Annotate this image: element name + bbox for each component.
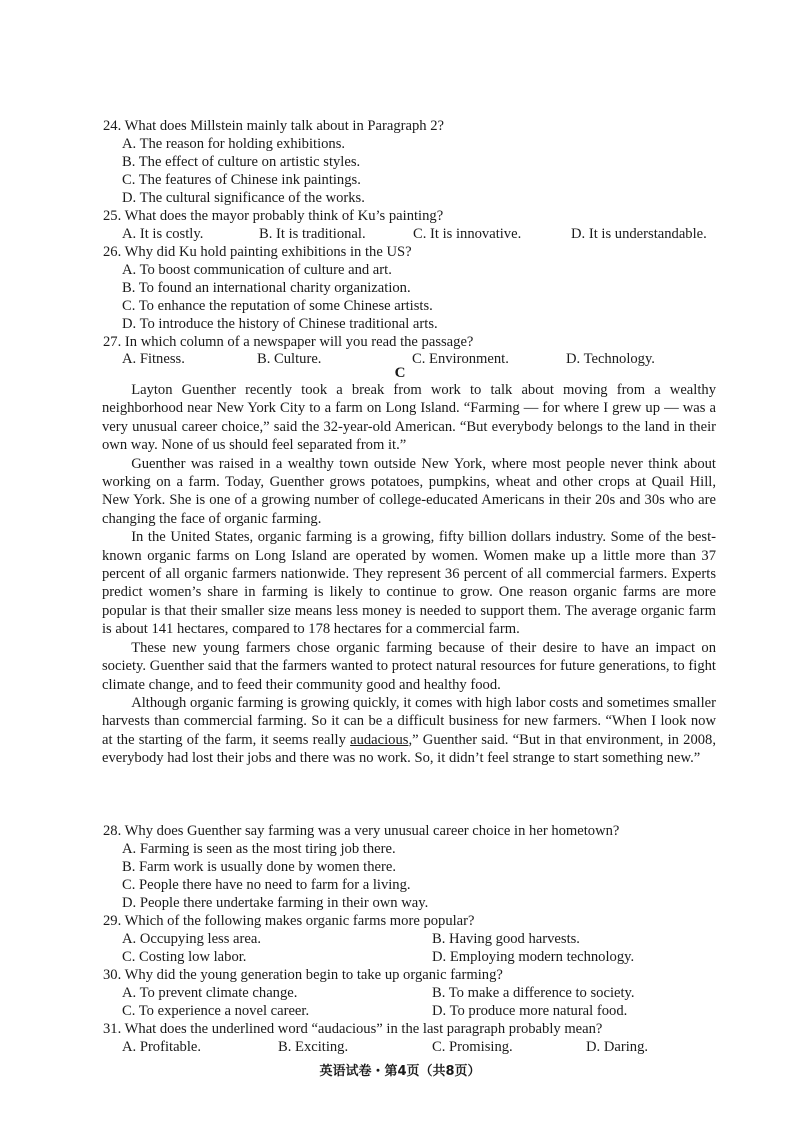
question-31-option-a: A. Profitable.	[122, 1039, 202, 1055]
question-30-option-b: B. To make a difference to society.	[432, 985, 635, 1001]
question-31-option-d: D. Daring.	[586, 1039, 649, 1055]
question-27-option-a: A. Fitness.	[122, 351, 185, 367]
question-24-option-a: A. The reason for holding exhibitions.	[122, 136, 346, 152]
question-28-option-a: A. Farming is seen as the most tiring job there.	[122, 841, 396, 857]
section-heading: C	[394, 365, 406, 381]
passage-paragraph-3: In the United States, organic farming is a growing, fifty billion dollars industry. Some of the best-known organic farms on Long Island are operated by women. Women make up a little more than 37 percent of all organic farmers nationwide. They represent 36 percent of all commercial farmers. Experts predict women’s share in farming is likely to continue to grow. One reason organic farms are more popular is that their smaller size means less money is needed to support them. The average organic farm is about 141 hectares, compared to 178 hectares for a commercial farm.	[102, 529, 716, 638]
question-26-option-a: A. To boost communication of culture and art.	[122, 262, 392, 278]
question-24-option-b: B. The effect of culture on artistic styles.	[122, 154, 361, 170]
question-26-option-b: B. To found an international charity organization.	[122, 280, 411, 296]
passage-paragraph-5-start: Although organic farming is growing quickly, it comes with high labor costs and sometimes smaller harvests than commercial farming. So it can be a difficult business for new farmers. “When I look now at the starting of the farm, it seems really	[102, 694, 716, 748]
question-29-option-d: D. Employing modern technology.	[432, 949, 635, 965]
question-26-option-d: D. To introduce the history of Chinese traditional arts.	[122, 316, 438, 332]
question-28-option-d: D. People there undertake farming in their own way.	[122, 895, 429, 911]
question-31-stem: 31. What does the underlined word “audacious” in the last paragraph probably mean?	[103, 1021, 603, 1037]
question-31-option-b: B. Exciting.	[278, 1039, 349, 1055]
question-24-option-d: D. The cultural significance of the works.	[122, 190, 365, 206]
page-footer: 英语试卷・第4页（共8页）	[319, 1064, 481, 1079]
question-28-stem: 28. Why does Guenther say farming was a very unusual career choice in her hometown?	[103, 823, 620, 839]
question-28-option-b: B. Farm work is usually done by women there.	[122, 859, 396, 875]
question-26-stem: 26. Why did Ku hold painting exhibitions in the US?	[103, 244, 412, 260]
question-29-option-a: A. Occupying less area.	[122, 931, 261, 947]
question-28-option-c: C. People there have no need to farm for a living.	[122, 877, 411, 893]
question-25-option-a: A. It is costly.	[122, 226, 204, 242]
question-27-option-b: B. Culture.	[257, 351, 322, 367]
question-30-option-d: D. To produce more natural food.	[432, 1003, 628, 1019]
question-31-option-c: C. Promising.	[432, 1039, 513, 1055]
question-24-stem: 24. What does Millstein mainly talk about in Paragraph 2?	[103, 118, 444, 134]
passage-paragraph-5	[102, 694, 716, 768]
question-27-stem: 27. In which column of a newspaper will you read the passage?	[103, 334, 474, 350]
reading-passage	[102, 381, 716, 768]
question-29-option-c: C. Costing low labor.	[122, 949, 247, 965]
question-25-option-d: D. It is understandable.	[571, 226, 707, 242]
question-25-stem: 25. What does the mayor probably think of Ku’s painting?	[103, 208, 444, 224]
question-30-option-c: C. To experience a novel career.	[122, 1003, 310, 1019]
question-27-option-c: C. Environment.	[412, 351, 509, 367]
passage-paragraph-4: These new young farmers chose organic farming because of their desire to have an impact on society. Guenther said that the farmers wanted to protect natural resources for future generations, to fight climate change, and to feed their community good and healthy food.	[102, 639, 716, 693]
question-30-stem: 30. Why did the young generation begin to take up organic farming?	[103, 967, 503, 983]
question-29-option-b: B. Having good harvests.	[432, 931, 580, 947]
question-29-stem: 29. Which of the following makes organic farms more popular?	[103, 913, 475, 929]
passage-paragraph-5-end: ,” Guenther said. “But in that environment, in 2008, everybody had lost their jobs and there was no work. So, it didn’t feel strange to start something new.”	[102, 731, 716, 767]
question-30-option-a: A. To prevent climate change.	[122, 985, 298, 1001]
question-27-option-d: D. Technology.	[566, 351, 655, 367]
passage-paragraph-1: Layton Guenther recently took a break from work to talk about moving from a wealthy neighborhood near New York City to a farm on Long Island. “Farming — for where I grew up — was a very unusual career choice,” said the 32-year-old American. “But everybody belongs to the land in their own way. None of us should feel separated from it.”	[102, 382, 716, 454]
question-24-option-c: C. The features of Chinese ink paintings.	[122, 172, 361, 188]
question-25-option-c: C. It is innovative.	[413, 226, 522, 242]
question-25-option-b: B. It is traditional.	[259, 226, 366, 242]
passage-paragraph-2: Guenther was raised in a wealthy town outside New York, where most people never think about working on a farm. Today, Guenther grows potatoes, pumpkins, wheat and other crops at Quail Hill, New York. She is one of a growing number of college-educated Americans in their 20s and 30s who are changing the face of organic farming.	[102, 455, 716, 527]
underlined-word: audacious	[350, 731, 409, 748]
question-26-option-c: C. To enhance the reputation of some Chinese artists.	[122, 298, 433, 314]
